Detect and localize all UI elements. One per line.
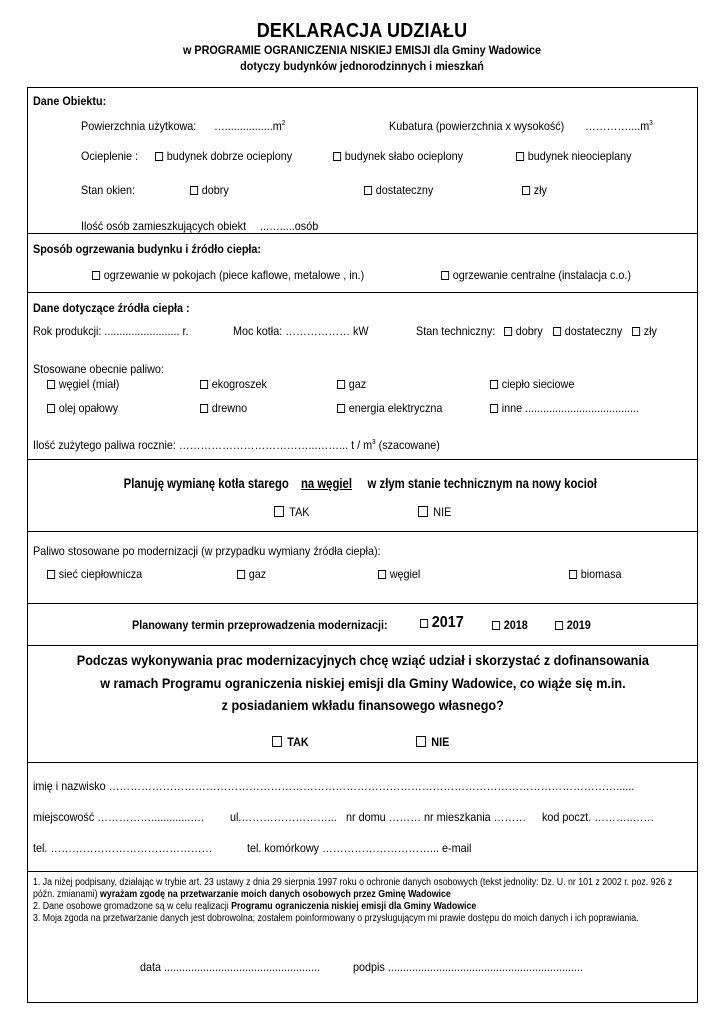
checkbox-icon xyxy=(555,621,563,630)
consent-paragraph-3: 3. Moja zgoda na przetwarzanie danych jest dobrowolna; zostałem poinformowany o przysługującym mi prawie dostępu do moich danych i ich poprawiania. xyxy=(33,913,639,924)
term-section xyxy=(28,604,697,646)
checkbox-icon xyxy=(47,404,55,413)
consent-paragraph-2: 2. Dane osobowe gromadzone są w celu realizacji Programu ograniczenia niskiej emisji dla Gminy Wadowice xyxy=(33,901,477,912)
checkbox-icon xyxy=(274,506,284,517)
fuel-option-gas[interactable]: gaz xyxy=(337,377,366,391)
checkbox-icon xyxy=(516,152,524,161)
checkbox-icon xyxy=(337,404,345,413)
checkbox-icon xyxy=(504,327,512,336)
term-option-2017[interactable]: 2017 xyxy=(420,614,464,632)
checkbox-icon xyxy=(632,327,640,336)
mobile-email-field[interactable]: tel. komórkowy …………………………... e-mail xyxy=(247,841,472,855)
checkbox-icon xyxy=(569,570,577,579)
checkbox-icon xyxy=(155,152,163,161)
fuel-option-district-heat[interactable]: ciepło sieciowe xyxy=(490,377,574,391)
date-field[interactable]: data .................................................... xyxy=(140,960,321,974)
checkbox-icon xyxy=(272,736,282,747)
state-option-bad[interactable]: zły xyxy=(632,324,657,338)
checkbox-icon xyxy=(441,271,449,280)
post-modernization-fuel-section xyxy=(28,532,697,604)
post-fuel-option-biomass[interactable]: biomasa xyxy=(569,567,622,581)
insulation-option-weak[interactable]: budynek słabo ocieplony xyxy=(333,149,463,163)
document-title: DEKLARACJA UDZIAŁU xyxy=(256,20,468,42)
volume-field[interactable]: $\dots\dots\dots\dots....m^3$ xyxy=(585,119,653,133)
participation-no-option[interactable]: NIE xyxy=(416,735,449,749)
consent-paragraph-1-cont: późn. zmianami) wyrażam zgodę na przetwarzanie moich danych osobowych przez Gminę Wadowice xyxy=(33,889,451,900)
checkbox-icon xyxy=(47,380,55,389)
production-year-field[interactable]: Rok produkcji: ......................... r. xyxy=(33,324,189,338)
fuel-option-electric[interactable]: energia elektryczna xyxy=(337,401,442,415)
heating-section xyxy=(28,234,697,293)
persons-field[interactable]: ...….....osób xyxy=(260,219,319,233)
fuel-option-ecopea[interactable]: ekogroszek xyxy=(200,377,267,391)
windows-option-fair[interactable]: dostateczny xyxy=(364,183,433,197)
participation-yes-option[interactable]: TAK xyxy=(272,735,309,749)
heat-source-section xyxy=(28,293,697,460)
fuel-option-oil[interactable]: olej opałowy xyxy=(47,401,118,415)
insulation-option-none[interactable]: budynek nieocieplany xyxy=(516,149,632,163)
windows-label: Stan okien: xyxy=(81,183,136,197)
checkbox-icon xyxy=(490,380,498,389)
insulation-label: Ocieplenie : xyxy=(81,149,139,163)
term-option-2019[interactable]: 2019 xyxy=(555,618,591,632)
checkbox-icon xyxy=(553,327,561,336)
heating-heading: Sposób ogrzewania budynku i źródło ciepła: xyxy=(33,242,262,256)
house-number-field[interactable]: nr domu ……… nr mieszkania ……… xyxy=(346,810,527,824)
heating-option-rooms[interactable]: ogrzewanie w pokojach (piece kaflowe, metalowe , in.) xyxy=(92,268,364,282)
state-option-good[interactable]: dobry xyxy=(504,324,543,338)
fuel-option-other[interactable]: inne ...................................... xyxy=(490,401,639,415)
plan-no-option[interactable]: NIE xyxy=(418,505,451,519)
replacement-plan-section xyxy=(28,460,697,532)
fuel-option-wood[interactable]: drewno xyxy=(200,401,247,415)
plan-yes-option[interactable]: TAK xyxy=(274,505,310,519)
document-header xyxy=(0,20,724,73)
consent-section xyxy=(28,872,697,1002)
checkbox-icon xyxy=(378,570,386,579)
checkbox-icon xyxy=(200,404,208,413)
declaration-form xyxy=(27,87,698,1003)
checkbox-icon xyxy=(92,271,100,280)
participation-section xyxy=(28,646,697,763)
state-option-fair[interactable]: dostateczny xyxy=(553,324,622,338)
heating-option-central[interactable]: ogrzewanie centralne (instalacja c.o.) xyxy=(441,268,631,282)
area-field[interactable]: $\dots................m^2$ xyxy=(214,119,286,133)
postal-code-field[interactable]: kod poczt. ………..…… xyxy=(542,810,655,824)
phone-field[interactable]: tel. ……………………………………… xyxy=(33,841,213,855)
personal-data-section xyxy=(28,763,697,872)
insulation-option-good[interactable]: budynek dobrze ocieplony xyxy=(155,149,292,163)
document-subtitle-2: dotyczy budynków jednorodzinnych i mieszkań xyxy=(240,59,484,73)
participation-line-3: z posiadaniem wkładu finansowego własnego? xyxy=(221,697,504,713)
windows-option-bad[interactable]: zły xyxy=(522,183,547,197)
fuel-consumption-field[interactable]: Ilość zużytego paliwa rocznie: ………………………………...……... t / $m^3$ (szacowane) xyxy=(33,438,440,452)
checkbox-icon xyxy=(190,186,198,195)
technical-state-label: Stan techniczny: xyxy=(416,324,496,338)
post-fuel-option-gas[interactable]: gaz xyxy=(237,567,266,581)
term-label: Planowany termin przeprowadzenia modernizacji: xyxy=(132,618,388,632)
checkbox-icon xyxy=(333,152,341,161)
object-section xyxy=(28,88,697,234)
consent-paragraph-1: 1. Ja niżej podpisany, działając w trybie art. 23 ustawy z dnia 29 sierpnia 1997 roku o ochronie danych osobowych (tekst jednolity: Dz. U. nr 101 z 2002 r. poz. 926 z xyxy=(33,877,673,888)
current-fuel-label: Stosowane obecnie paliwo: xyxy=(33,362,164,376)
post-fuel-label: Paliwo stosowane po modernizacji (w przypadku wymiany źródła ciepła): xyxy=(33,544,381,558)
boiler-power-field[interactable]: Moc kotła: ……………… kW xyxy=(233,324,369,338)
post-fuel-option-coal[interactable]: węgiel xyxy=(378,567,420,581)
term-option-2018[interactable]: 2018 xyxy=(492,618,528,632)
participation-line-1: Podczas wykonywania prac modernizacyjnych chcę wziąć udział i skorzystać z dofinansowania xyxy=(76,652,649,668)
checkbox-icon xyxy=(418,506,428,517)
checkbox-icon xyxy=(47,570,55,579)
checkbox-icon xyxy=(200,380,208,389)
checkbox-icon xyxy=(237,570,245,579)
persons-label: Ilość osób zamieszkujących obiekt xyxy=(81,219,247,233)
object-heading: Dane Obiektu: xyxy=(33,94,107,108)
street-field[interactable]: ul.……………………... xyxy=(230,810,337,824)
name-field[interactable]: imię i nazwisko ……………………………………………………………………………………………………………………………...... xyxy=(33,779,635,793)
windows-option-good[interactable]: dobry xyxy=(190,183,229,197)
checkbox-icon xyxy=(337,380,345,389)
heat-source-heading: Dane dotyczące źródła ciepła : xyxy=(33,301,190,315)
checkbox-icon xyxy=(490,404,498,413)
volume-label: Kubatura (powierzchnia x wysokość) xyxy=(389,119,565,133)
document-subtitle: w PROGRAMIE OGRANICZENIA NISKIEJ EMISJI dla Gminy Wadowice xyxy=(182,43,542,57)
checkbox-icon xyxy=(420,619,428,628)
checkbox-icon xyxy=(492,621,500,630)
post-fuel-option-district[interactable]: sieć ciepłownicza xyxy=(47,567,142,581)
area-label: Powierzchnia użytkowa: xyxy=(81,119,197,133)
city-field[interactable]: miejscowość …………….............…. xyxy=(33,810,205,824)
participation-line-2: w ramach Programu ograniczenia niskiej emisji dla Gminy Wadowice, co wiąże się m.in. xyxy=(99,675,626,691)
checkbox-icon xyxy=(416,736,426,747)
fuel-option-coal[interactable]: węgiel (miał) xyxy=(47,377,119,391)
checkbox-icon xyxy=(522,186,530,195)
signature-field[interactable]: podpis ................................................................. xyxy=(353,960,583,974)
replacement-plan-question: Planuję wymianę kotła staregona węgielw złym stanie technicznym na nowy kocioł xyxy=(124,475,598,491)
checkbox-icon xyxy=(364,186,372,195)
